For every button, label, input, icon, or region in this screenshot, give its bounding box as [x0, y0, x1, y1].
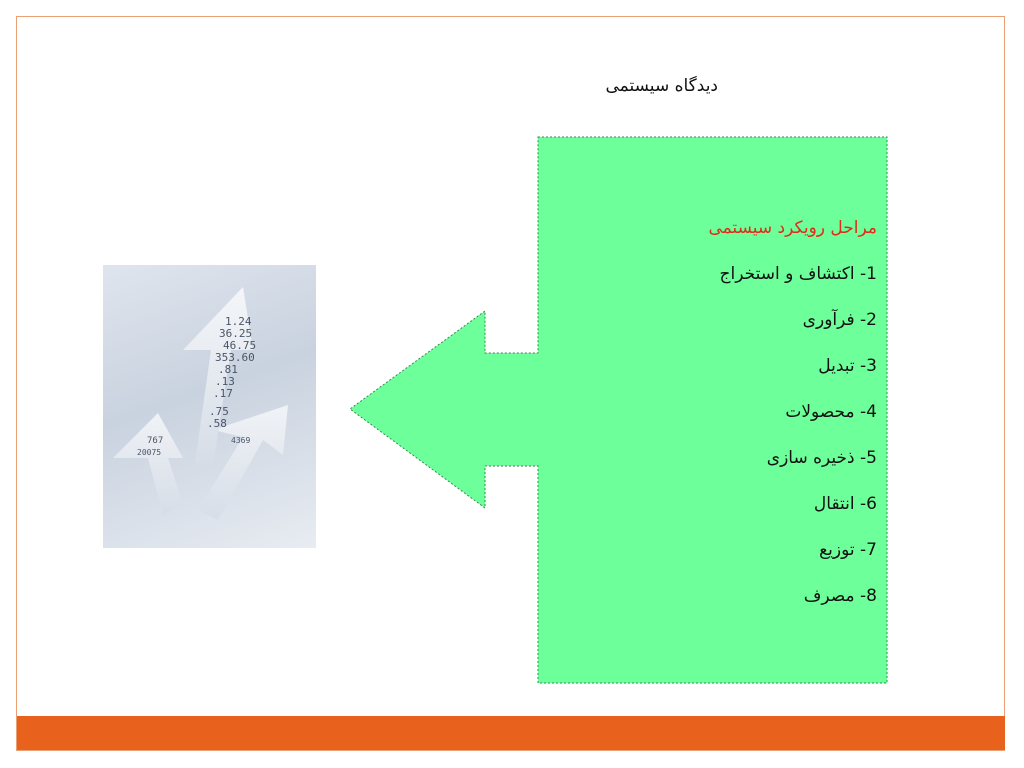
svg-text:.81: .81 — [218, 363, 238, 376]
list-item: 4- محصولات — [785, 402, 877, 422]
slide-title: دیدگاه سیستمی — [605, 76, 718, 96]
svg-text:.13: .13 — [215, 375, 235, 388]
svg-text:.17: .17 — [213, 387, 233, 400]
list-item: 3- تبدیل — [818, 356, 877, 376]
svg-text:36.25: 36.25 — [219, 327, 253, 340]
list-heading: مراحل رویکرد سیستمی — [708, 218, 877, 238]
stages-list — [545, 210, 877, 624]
svg-text:353.60: 353.60 — [215, 351, 255, 364]
receipt-arrows-image — [103, 265, 316, 548]
list-item: 1- اکتشاف و استخراج — [719, 264, 877, 284]
list-item: 5- ذخیره سازی — [766, 448, 877, 468]
svg-text:1.24: 1.24 — [225, 315, 252, 328]
svg-text:20075: 20075 — [137, 448, 162, 457]
list-item: 8- مصرف — [803, 586, 877, 606]
svg-text:767: 767 — [147, 436, 164, 446]
svg-text:.75: .75 — [209, 405, 229, 418]
list-item: 2- فرآوری — [802, 310, 877, 330]
list-item: 6- انتقال — [813, 494, 877, 514]
svg-text:4369: 4369 — [231, 436, 251, 445]
footer-bar — [17, 716, 1005, 750]
svg-text:.58: .58 — [207, 417, 227, 430]
svg-text:46.75: 46.75 — [223, 339, 257, 352]
list-item: 7- توزیع — [819, 540, 877, 560]
